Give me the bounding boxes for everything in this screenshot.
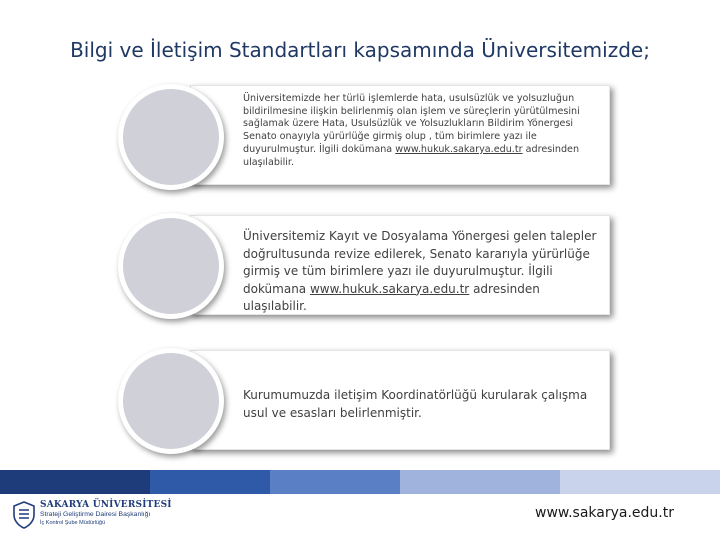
footer-unit: İç Kontrol Şube Müdürlüğü bbox=[40, 520, 106, 526]
info-text-3 bbox=[243, 387, 601, 422]
info-link-1[interactable]: www.hukuk.sakarya.edu.tr bbox=[395, 143, 523, 155]
info-text-1 bbox=[243, 93, 601, 169]
footer-university-name: SAKARYA ÜNİVERSİTESİ bbox=[40, 500, 172, 510]
info-text-2-tail: adresinden ulaşılabilir. bbox=[243, 281, 540, 313]
info-card-3 bbox=[190, 350, 610, 450]
band-segment-4 bbox=[400, 470, 560, 494]
band-segment-3 bbox=[270, 470, 400, 494]
university-seal-icon bbox=[12, 501, 36, 529]
bullet-circle-3 bbox=[118, 348, 224, 454]
band-segment-2 bbox=[150, 470, 270, 494]
band-segment-5 bbox=[560, 470, 720, 494]
band-segment-1 bbox=[0, 470, 150, 494]
footer-department: Strateji Geliştirme Dairesi Başkanlığı bbox=[40, 511, 151, 518]
info-text-2-body: Üniversitemiz Kayıt ve Dosyalama Yönergesi gelen talepler doğrultusunda revize edilerek, Senato kararıyla yürürlüğe girmiş ve tüm birimlere yazı ile duyurulmuştur. İlgili dokümana bbox=[243, 229, 597, 296]
page-title: Bilgi ve İletişim Standartları kapsamında Üniversitemizde; bbox=[70, 38, 650, 62]
university-logo bbox=[12, 499, 172, 531]
info-card-2 bbox=[190, 215, 610, 315]
bullet-circle-2 bbox=[118, 213, 224, 319]
info-text-2 bbox=[243, 228, 601, 316]
info-text-1-tail: adresinden ulaşılabilir. bbox=[243, 143, 580, 168]
footer-color-band bbox=[0, 470, 720, 494]
info-card-1 bbox=[190, 85, 610, 185]
info-link-2[interactable]: www.hukuk.sakarya.edu.tr bbox=[309, 281, 470, 296]
info-text-3-body: Kurumumuzda iletişim Koordinatörlüğü kurularak çalışma usul ve esasları belirlenmiştir. bbox=[243, 388, 588, 420]
bullet-circle-1 bbox=[118, 84, 224, 190]
info-text-1-body: Üniversitemizde her türlü işlemlerde hata, usulsüzlük ve yolsuzluğun bildirilmesine ilişkin belirlenmiş olan işlem ve süreçlerin yürütülmesini sağlamak üzere Hata, Usulsüzlük ve Yolsuzlukların Bildirim Yönergesi Senato onayıyla yürürlüğe girmiş olup , tüm birimlere yazı ile duyurulmuştur. İlgili dokümana bbox=[243, 93, 580, 155]
footer-website-link[interactable]: www.sakarya.edu.tr bbox=[535, 505, 674, 521]
